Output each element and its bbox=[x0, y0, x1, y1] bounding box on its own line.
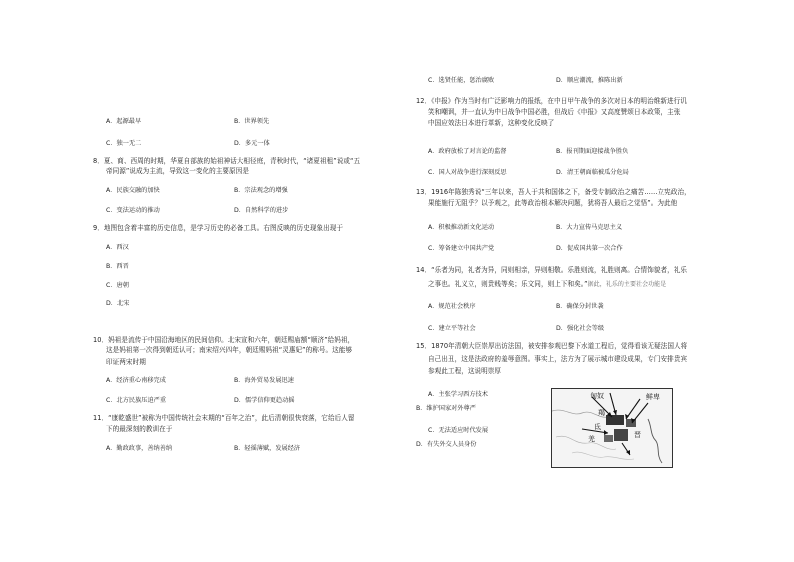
q15-option-a: A．主张学习西方技术 bbox=[428, 391, 488, 398]
q12-option-d: D．清王朝面临被瓜分危局 bbox=[556, 169, 629, 176]
q12-stem-line1: 12．《申报》作为当时有广泛影响力的报纸，在中日甲午战争的多次对日本的明治维新进行讥 bbox=[416, 97, 687, 105]
map-svg bbox=[552, 389, 672, 467]
q15-option-c: C．无法适应时代发展 bbox=[428, 427, 489, 434]
q14-stem-line2 bbox=[428, 280, 666, 289]
q10-stem-line2: 这是妈祖第一次得到朝廷认可；南宋绍兴四年，朝廷赐妈祖“灵惠妃”的称号。这能够 bbox=[106, 346, 353, 354]
q15-option-d: D．有失外交人员身份 bbox=[416, 441, 477, 448]
q8-option-b: B．宗法观念的增强 bbox=[234, 187, 288, 194]
region-dark-2 bbox=[614, 429, 628, 441]
q13-option-c: C．筹备建立中国共产党 bbox=[428, 245, 495, 252]
q9-stem: 9．地图包含着丰富的历史信息，是学习历史的必备工具。右图反映的历史现象出现于 bbox=[93, 224, 344, 232]
q10-stem-line1: 10．妈祖是流传于中国沿海地区的民间信仰。北宋宣和六年，朝廷赐庙额“顺济”给妈祖， bbox=[93, 336, 355, 344]
q15-stem-line2: 自己出丑，这是法政府的羞辱意图。事实上，法方为了展示城市建设成果，专门安排贵宾 bbox=[428, 355, 688, 363]
q10-option-a: A．经济重心南移完成 bbox=[106, 377, 166, 384]
q7-option-d: D．多元一体 bbox=[234, 140, 270, 147]
q11-option-c: C．选贤任能，惩治腐败 bbox=[428, 77, 495, 84]
q11-option-b: B．轻徭薄赋，发展经济 bbox=[234, 445, 301, 452]
q14-quote-end: 之事也。礼义立，则贵贱等矣；乐文同，则上下和矣。” bbox=[428, 280, 588, 288]
q9-option-d: D．北宋 bbox=[106, 300, 130, 307]
q13-option-d: D．促成国共第一次合作 bbox=[556, 245, 623, 252]
q9-option-b: B．西晋 bbox=[106, 263, 129, 270]
q10-stem-line3: 印证两宋时期 bbox=[106, 358, 146, 366]
q13-option-a: A．积极推动新文化运动 bbox=[428, 224, 495, 231]
q14-option-c: C．建立平等社会 bbox=[428, 325, 476, 332]
q8-stem-line2: 帝同源”说成为主流，导致这一变化的主要原因是 bbox=[106, 167, 249, 175]
q7-option-b: B．世界领先 bbox=[234, 118, 270, 125]
q7-option-c: C．独一无二 bbox=[106, 140, 142, 147]
q12-option-a: A．政府放松了对言论的监督 bbox=[428, 148, 507, 155]
map-label-qiang: 羌 bbox=[588, 435, 595, 443]
region-dark-1 bbox=[606, 415, 624, 425]
map-label-xiongnu: 匈奴 bbox=[590, 392, 604, 400]
map-label-xianbei: 鲜卑 bbox=[646, 393, 660, 401]
q10-option-d: D．儒学信仰更趋动摇 bbox=[234, 397, 295, 404]
q8-option-d: D．自然科学的进步 bbox=[234, 207, 289, 214]
q14-question: 据此，礼乐的主要社会功能是 bbox=[587, 281, 667, 288]
q12-stem-line3: 中国应效法日本进行革新，这种变化反映了 bbox=[428, 119, 555, 127]
q12-option-b: B．报刊期面迎接战争胜负 bbox=[556, 148, 629, 155]
q8-option-a: A．民族交融的加快 bbox=[106, 187, 160, 194]
q12-option-c: C．国人对战争进行深刻反思 bbox=[428, 169, 507, 176]
historical-migration-map bbox=[551, 388, 673, 468]
map-label-di: 氐 bbox=[594, 423, 601, 431]
q9-option-c: C．唐朝 bbox=[106, 282, 129, 289]
q13-stem-line1: 13．1916年陈独秀说“三年以来，吾人于共和国体之下，备受专制政治之痛苦……立宪政治， bbox=[416, 188, 691, 196]
q8-stem-line1: 8．夏、商、西周的时期，华夏自部族的始祖神话大相径庭，青秋时代，“诸夏祖租”说或“五 bbox=[93, 157, 361, 165]
q11-option-a: A．勤政政事，善纳善纳 bbox=[106, 445, 173, 452]
q7-option-a: A．起源最早 bbox=[106, 118, 142, 125]
q13-option-b: B．大力宣传马克思主义 bbox=[556, 224, 623, 231]
q9-option-a: A．西汉 bbox=[106, 244, 129, 251]
map-label-jie: 羯 bbox=[598, 409, 605, 417]
q15-stem-line3: 参观此工程，这说明崇厚 bbox=[428, 367, 502, 375]
q15-option-b: B．维护国家对外尊严 bbox=[416, 405, 476, 412]
q14-option-d: D．强化社会等级 bbox=[556, 325, 605, 332]
q14-option-a: A．规范社会秩序 bbox=[428, 303, 476, 310]
q15-stem-line1: 15．1870年清朝大臣崇厚出访法国，被安排参观巴黎下水道工程后，觉得看该无疑法国人将 bbox=[416, 342, 688, 350]
q11-stem-line1: 11．“康乾盛世”被称为中国传统社会末期的“百年之治”，此后清朝很快衰落，它给后人留 bbox=[93, 414, 355, 422]
map-label-jin: 晋 bbox=[634, 431, 641, 439]
q11-option-d: D．顺应潮流，推陈出新 bbox=[556, 77, 623, 84]
q14-stem-line1: 14．“乐者为同，礼者为异，同则相亲，异则相敬。乐胜则流，礼胜则离。合情饰貌者，礼乐 bbox=[416, 266, 688, 274]
region-dark-4 bbox=[604, 435, 613, 442]
q10-option-c: C．北方民族压迫严重 bbox=[106, 397, 167, 404]
q14-option-b: B．确保分封世袭 bbox=[556, 303, 604, 310]
q8-option-c: C．变法运动的推动 bbox=[106, 207, 160, 214]
q12-stem-line2: 笑和嘲讽，并一直认为中日战争中国必胜，但战后《申报》又高度赞颂日本政策，主张 bbox=[428, 108, 681, 116]
q11-stem-line2: 下的最深刻的教训在于 bbox=[106, 425, 173, 433]
q10-option-b: B．海外贸易发展迅速 bbox=[234, 377, 294, 384]
q13-stem-line2: 果能施行无阻乎？以予观之，此等政治根本解决问题，犹将吾人最后之觉悟”。为此他 bbox=[428, 199, 678, 207]
